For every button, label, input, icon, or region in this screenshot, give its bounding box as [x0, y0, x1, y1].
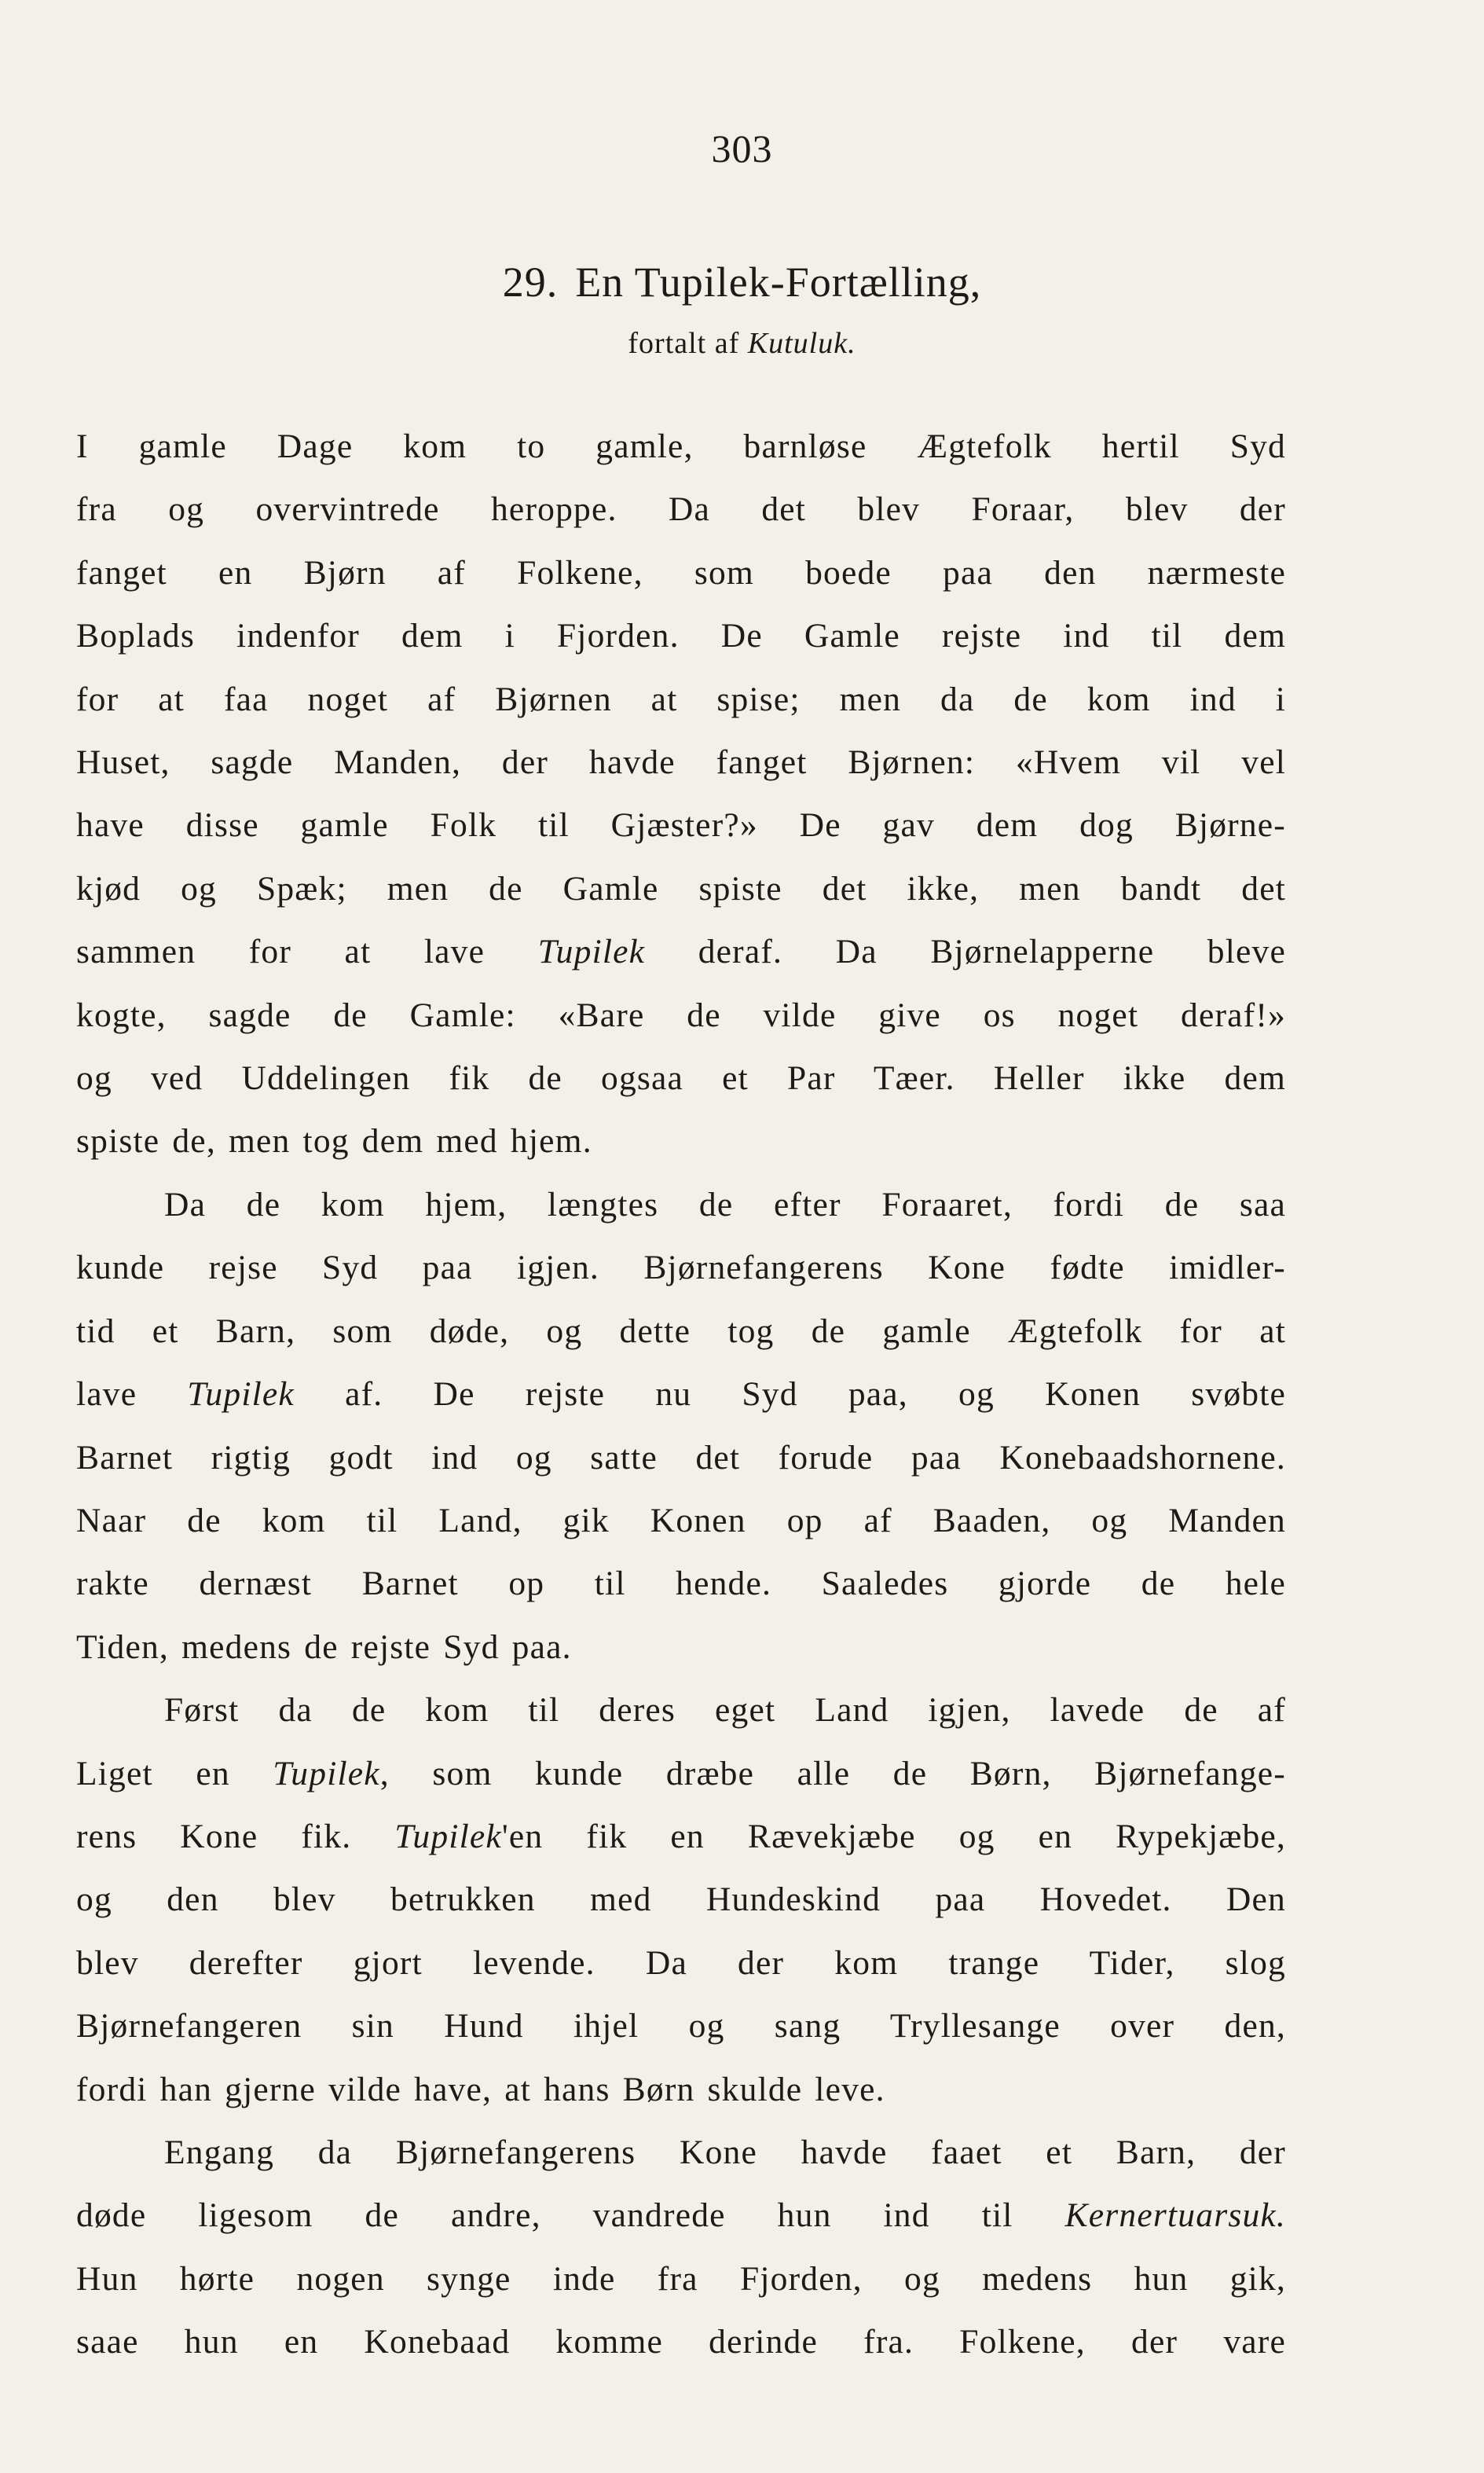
text-line [76, 1679, 1286, 1741]
italic-term: Tupilek [537, 933, 646, 971]
text-segment: kogte, sagde de Gamle: «Bare de vilde give os noget deraf!» [76, 996, 1286, 1034]
text-segment: saae hun en Konebaad komme derinde fra. Folkene, der vare [76, 2323, 1286, 2361]
text-line [76, 984, 1286, 1047]
byline-prefix: fortalt af [628, 327, 740, 360]
text-segment: Bjørnefangeren sin Hund ihjel og sang Tryllesange over den, [76, 2007, 1286, 2046]
text-segment: Liget en [76, 1754, 273, 1792]
text-line [76, 1489, 1286, 1552]
text-line [76, 541, 1286, 604]
text-segment: kunde rejse Syd paa igjen. Bjørnefangerens Kone fødte imidler- [76, 1249, 1286, 1287]
text-line [76, 1110, 1286, 1172]
text-line [76, 1363, 1286, 1425]
text-segment: Først da de kom til deres eget Land igjen, lavede de af [164, 1691, 1286, 1730]
text-segment: for at faa noget af Bjørnen at spise; men da de kom ind i [76, 680, 1286, 718]
text-segment: sammen for at lave [76, 933, 538, 971]
text-segment: have disse gamle Folk til Gjæster?» De gav dem dog Bjørne- [76, 806, 1286, 845]
text-line [76, 2310, 1286, 2373]
text-line [76, 668, 1286, 731]
text-line [76, 794, 1286, 857]
text-line [76, 1616, 1286, 1679]
text-line [76, 1236, 1286, 1299]
italic-term: Kernertuarsuk. [1064, 2196, 1286, 2235]
text-segment: , som kunde dræbe alle de Børn, Bjørnefange- [379, 1754, 1286, 1792]
text-segment: Hun hørte nogen synge inde fra Fjorden, og medens hun gik, [76, 2259, 1286, 2298]
text-segment: I gamle Dage kom to gamle, barnløse Ægtefolk hertil Syd [76, 427, 1286, 465]
text-line [76, 731, 1286, 794]
text-segment: Tiden, medens de rejste Syd paa. [76, 1627, 572, 1666]
text-segment: Boplads indenfor dem i Fjorden. De Gamle rejste ind til dem [76, 617, 1286, 655]
text-line [76, 1173, 1286, 1236]
text-segment: rens Kone fik. [76, 1817, 395, 1855]
text-segment: Naar de kom til Land, gik Konen op af Baaden, og Manden [76, 1501, 1286, 1539]
text-segment: Engang da Bjørnefangerens Kone havde faaet et Barn, der [164, 2133, 1286, 2171]
text-segment: kjød og Spæk; men de Gamle spiste det ikke, men bandt det [76, 869, 1286, 908]
text-segment: Da de kom hjem, længtes de efter Foraaret, fordi de saa [164, 1185, 1286, 1224]
text-line [76, 1300, 1286, 1363]
text-line [76, 1047, 1286, 1110]
text-segment: og den blev betrukken med Hundeskind paa Hovedet. Den [76, 1880, 1286, 1919]
text-segment: spiste de, men tog dem med hjem. [76, 1122, 592, 1161]
text-segment: fra og overvintrede heroppe. Da det blev Foraar, blev der [76, 490, 1286, 529]
text-line [76, 1994, 1286, 2057]
text-line [76, 2247, 1286, 2310]
chapter-title [0, 259, 1484, 306]
text-segment: lave [76, 1375, 188, 1414]
text-line [76, 1426, 1286, 1489]
text-line [76, 2058, 1286, 2121]
text-line [76, 2184, 1286, 2247]
text-segment: Barnet rigtig godt ind og satte det forude paa Konebaadshornene. [76, 1438, 1286, 1477]
text-segment: af. De rejste nu Syd paa, og Konen svøbte [294, 1375, 1287, 1414]
text-line [76, 1805, 1286, 1868]
text-segment: tid et Barn, som døde, og dette tog de gamle Ægtefolk for at [76, 1312, 1286, 1350]
text-segment: 'en fik en Rævekjæbe og en Rypekjæbe, [501, 1817, 1286, 1855]
page-number: 303 [711, 127, 773, 171]
text-segment: blev derefter gjort levende. Da der kom trange Tider, slog [76, 1943, 1286, 1982]
italic-term: Tupilek [187, 1375, 295, 1414]
chapter-title-text: En Tupilek-Fortælling, [575, 259, 982, 306]
text-segment: rakte dernæst Barnet op til hende. Saaledes gjorde de hele [76, 1565, 1286, 1603]
text-segment: fanget en Bjørn af Folkene, som boede paa den nærmeste [76, 553, 1286, 592]
text-line [76, 1868, 1286, 1931]
text-segment: Huset, sagde Manden, der havde fanget Bjørnen: «Hvem vil vel [76, 743, 1286, 782]
text-line [76, 1552, 1286, 1615]
text-segment: deraf. Da Bjørnelapperne bleve [645, 933, 1286, 971]
text-line [76, 1742, 1286, 1805]
body-text [76, 415, 1286, 2374]
text-line [76, 920, 1286, 983]
text-line [76, 857, 1286, 920]
text-line [76, 415, 1286, 478]
italic-term: Tupilek [394, 1817, 502, 1855]
italic-term: Tupilek [273, 1754, 380, 1792]
text-segment: og ved Uddelingen fik de ogsaa et Par Tæer. Heller ikke dem [76, 1059, 1286, 1098]
text-line [76, 1932, 1286, 1994]
text-line [76, 604, 1286, 667]
chapter-number: 29. [502, 259, 559, 306]
text-segment: fordi han gjerne vilde have, at hans Børn skulde leve. [76, 2070, 885, 2108]
byline-narrator: Kutuluk. [747, 327, 856, 360]
byline [0, 328, 1484, 358]
text-line [76, 2121, 1286, 2184]
text-segment: døde ligesom de andre, vandrede hun ind til [76, 2196, 1065, 2235]
text-line [76, 478, 1286, 541]
